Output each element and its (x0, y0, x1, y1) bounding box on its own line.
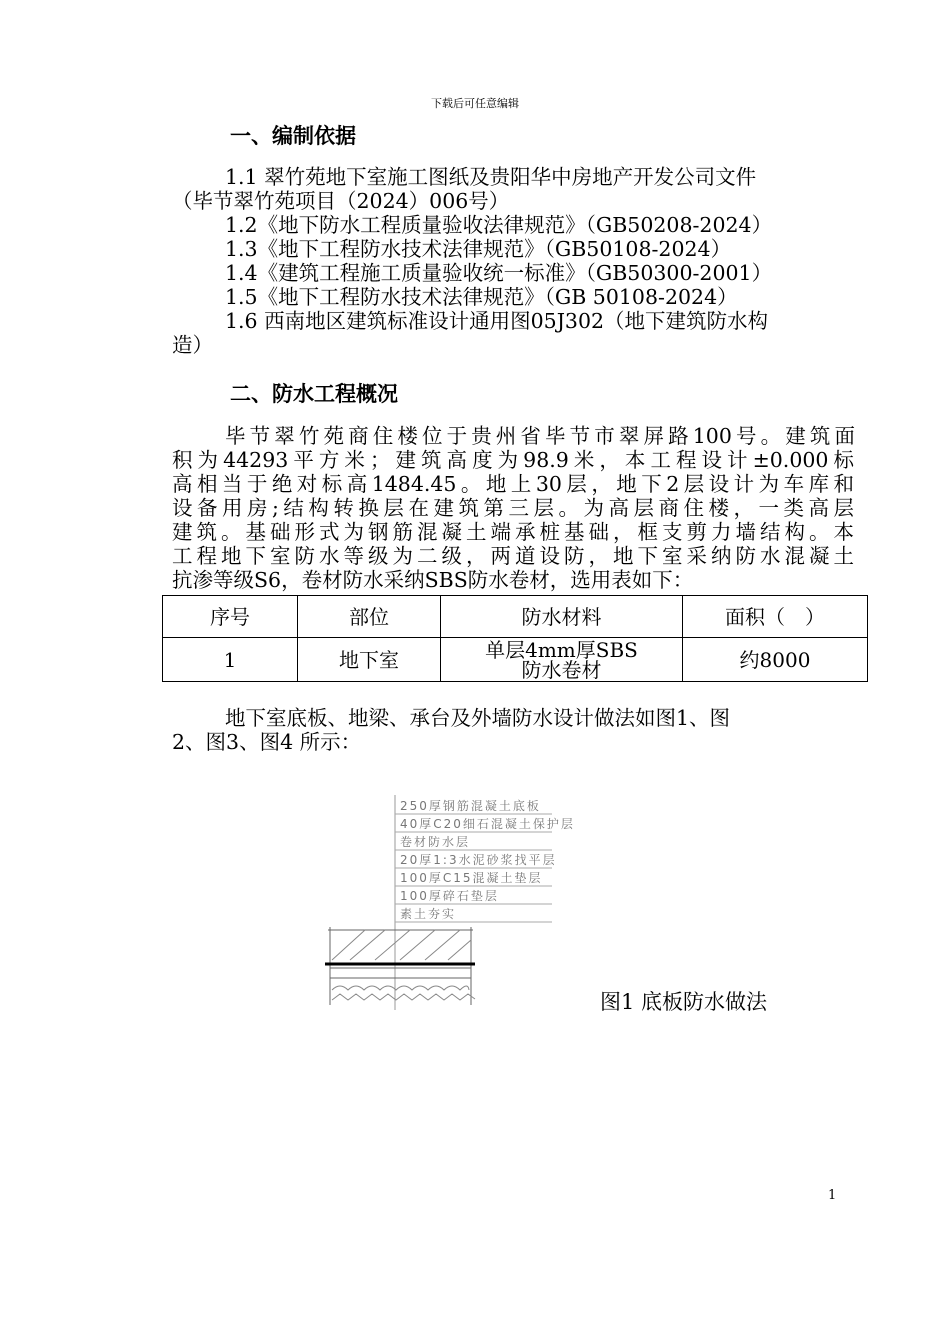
ref-line: 1.6 西南地区建筑标准设计通用图05J302（地下建筑防水构 (225, 309, 769, 333)
body-line: 抗渗等级S6，卷材防水采纳SBS防水卷材，选用表如下： (172, 568, 694, 592)
layer-label: 素土夯实 (400, 907, 457, 921)
layer-label: 卷材防水层 (400, 835, 471, 849)
page-number: 1 (828, 1188, 837, 1203)
body-line: 建筑。基础形式为钢筋混凝土端承桩基础，框支剪力墙结构。本 (172, 520, 854, 544)
slab-section-hatch (325, 927, 475, 1005)
page-header: 下载后可任意编辑 (431, 97, 519, 110)
cell: 约8000 (683, 638, 868, 682)
body-line: 设备用房;结构转换层在建筑第三层。为高层商住楼，一类高层 (172, 496, 854, 520)
ref-line: 1.2《地下防水工程质量验收法律规范》（GB50208-2024） (225, 213, 773, 237)
ref-line: 造） (172, 333, 213, 357)
layer-label: 250厚钢筋混凝土底板 (400, 799, 541, 813)
body-line: 地下室底板、地梁、承台及外墙防水设计做法如图1、图 (225, 706, 731, 730)
cell-line: 防水卷材 (521, 657, 602, 682)
cell (441, 638, 683, 682)
table-header-row (163, 596, 868, 638)
cell: 地下室 (298, 638, 441, 682)
body-line: 2、图3、图4 所示： (172, 730, 362, 754)
header-cell: 防水材料 (441, 596, 683, 638)
cell-line: 单层4mm厚SBS (485, 637, 638, 662)
body-line: 工程地下室防水等级为二级，两道设防，地下室采纳防水混凝土 (172, 544, 854, 568)
ref-line: 1.4《建筑工程施工质量验收统一标准》（GB50300-2001） (225, 261, 773, 285)
cell: 1 (163, 638, 298, 682)
header-cell: 部位 (298, 596, 441, 638)
layer-label: 40厚C20细石混凝土保护层 (400, 817, 575, 831)
layer-label: 100厚C15混凝土垫层 (400, 871, 543, 885)
floor-slab-waterproof-diagram (320, 790, 600, 1010)
layer-label: 100厚碎石垫层 (400, 889, 499, 903)
body-line: 积为44293平方米；建筑高度为98.9米，本工程设计±0.000标 (172, 448, 854, 472)
header-cell: 序号 (163, 596, 298, 638)
layer-label: 20厚1:3水泥砂浆找平层 (400, 853, 557, 867)
figure-caption: 图1 底板防水做法 (600, 990, 768, 1014)
ref-line: 1.1 翠竹苑地下室施工图纸及贵阳华中房地产开发公司文件 (225, 165, 757, 189)
header-cell: 面积（ ） (683, 596, 868, 638)
section-1-title: 一、编制依据 (230, 123, 356, 148)
table-row (163, 638, 868, 682)
body-line: 高相当于绝对标高1484.45。地上30层，地下2层设计为车库和 (172, 472, 854, 496)
ref-line: （毕节翠竹苑项目（2024）006号） (172, 189, 510, 213)
material-table (162, 595, 868, 682)
ref-line: 1.5《地下工程防水技术法律规范》（GB 50108-2024） (225, 285, 738, 309)
body-line: 毕节翠竹苑商住楼位于贵州省毕节市翠屏路100号。建筑面 (225, 424, 855, 448)
ref-line: 1.3《地下工程防水技术法律规范》（GB50108-2024） (225, 237, 732, 261)
section-2-title: 二、防水工程概况 (230, 381, 398, 406)
